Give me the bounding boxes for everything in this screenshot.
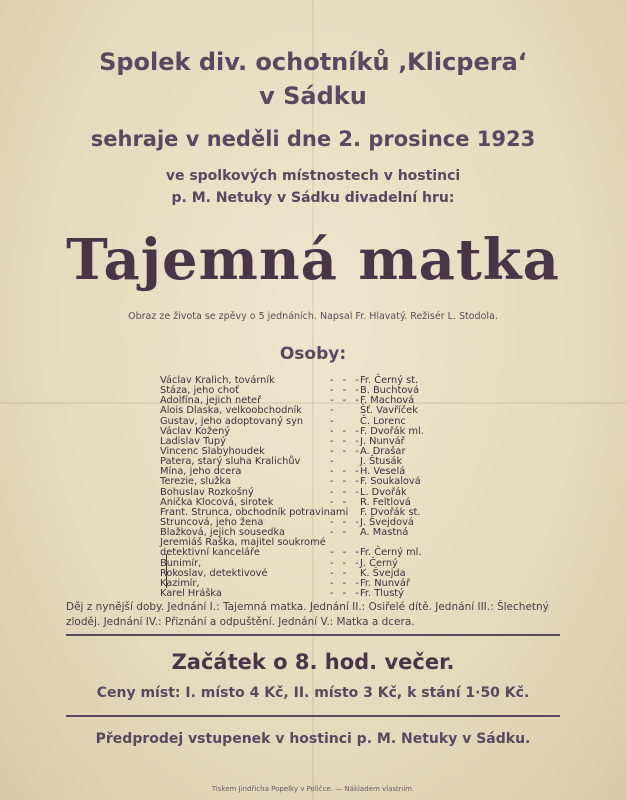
- cast-role: Václav Kralich, továrník: [160, 375, 275, 386]
- cast-role: Bunimír,: [160, 557, 202, 569]
- cast-actor: B. Buchtová: [360, 385, 420, 397]
- acts-description: Děj z nynější doby. Jednání I.: Tajemná matka. Jednání II.: Osiřelé dítě. Jednání III.: Šlechetný zloděj. Jednání IV.: Přiznání a odpuštění. Jednání V.: Matka a dcera.: [66, 601, 549, 628]
- cast-role: Struncová, jeho žena: [160, 516, 264, 528]
- cast-dots: - - -: [330, 445, 362, 457]
- venue-line-1: ve spolkových místnostech v hostinci: [165, 168, 461, 184]
- cast-role: Anička Klocová, sirotek: [160, 496, 274, 508]
- cast-role: Jeremiáš Raška, majitel soukromé: [160, 537, 326, 549]
- divider-bottom: [66, 715, 560, 717]
- cast-actor: L. Dvořák: [360, 486, 407, 498]
- cast-actor: R. Feltlová: [360, 496, 411, 508]
- cast-role: Frant. Strunca, obchodník potravinami: [160, 506, 349, 518]
- cast-role: Terezie, služka: [160, 476, 231, 488]
- cast-actor: Šť. Vavříček: [360, 405, 418, 417]
- presale-info: Předprodej vstupenek v hostinci p. M. Netuky v Sádku.: [95, 731, 531, 747]
- venue-line-2: p. M. Netuky v Sádku divadelní hru:: [171, 190, 455, 206]
- cast-role: detektivní kanceláře: [160, 547, 260, 559]
- cast-dots: - - -: [330, 516, 362, 528]
- cast-actor: Fr. Nunvář: [360, 577, 410, 589]
- cast-role: Rokoslav, detektivové: [160, 567, 268, 579]
- performance-date: sehraje v neděli dne 2. prosince 1923: [90, 127, 536, 151]
- cast-role: Blažková, jejich sousedka: [160, 527, 286, 539]
- village-name: v Sádku: [259, 82, 367, 110]
- cast-dots: - - -: [330, 486, 362, 498]
- cast-role: Karel Hráška: [160, 587, 222, 599]
- cast-role: Adolfína, jejich neteř: [160, 395, 262, 407]
- cast-actor: H. Veselá: [360, 466, 406, 478]
- cast-actor: Fr. Tlustý: [360, 587, 404, 599]
- cast-dots: - -: [330, 496, 350, 508]
- cast-role: Ladislav Tupý: [160, 435, 226, 447]
- cast-role: Kazimír,: [160, 577, 200, 589]
- cast-dots: - - -: [330, 425, 362, 437]
- cast-actor: F. Dvořák st.: [360, 506, 421, 518]
- ticket-prices: Ceny míst: I. místo 4 Kč, II. místo 3 Kč, k stání 1·50 Kč.: [96, 685, 530, 701]
- cast-dots: - - -: [330, 435, 362, 447]
- cast-actor: F. Dvořák ml.: [360, 425, 424, 437]
- cast-row: [160, 548, 580, 558]
- cast-actor: J. Černý: [360, 557, 398, 569]
- cast-role: Stáza, jeho choť: [160, 385, 239, 397]
- detectives-brace: [166, 554, 173, 588]
- cast-dots: - - -: [330, 466, 362, 478]
- cast-dots: - - -: [330, 547, 362, 559]
- cast-dots: -: [330, 456, 337, 468]
- cast-actor: Fr. Černý ml.: [360, 547, 422, 559]
- cast-actor: Fr. Černý st.: [360, 375, 419, 386]
- cast-actor: K. Švejda: [360, 567, 406, 579]
- cast-dots: - - -: [330, 476, 362, 488]
- cast-actor: F. Machová: [360, 395, 415, 407]
- cast-list: [160, 376, 580, 599]
- printer-credit: Tiskem Jindřicha Popelky v Poličce. — Nákladem vlastním.: [211, 785, 415, 793]
- cast-actor: J. Švejdová: [360, 516, 414, 528]
- cast-actor: A. Mastná: [360, 527, 409, 539]
- cast-dots: - -: [330, 567, 350, 579]
- society-name: Spolek div. ochotníků ‚Klicpera‘: [99, 48, 527, 76]
- cast-dots: - - -: [330, 577, 362, 589]
- cast-dots: - - -: [330, 395, 362, 407]
- cast-role: Mína, jeho dcera: [160, 466, 242, 478]
- cast-row: [160, 589, 580, 599]
- cast-dots: -: [330, 415, 337, 427]
- cast-dots: - - -: [330, 587, 362, 599]
- cast-role: Bohuslav Rozkošný: [160, 486, 254, 498]
- cast-actor: J. Nunvář: [360, 435, 405, 447]
- play-title: Tajemná matka: [66, 227, 560, 293]
- cast-actor: A. Drašar: [360, 445, 406, 457]
- cast-dots: - - -: [330, 385, 362, 397]
- cast-actor: F. Soukalová: [360, 476, 421, 488]
- divider-top: [66, 634, 560, 636]
- cast-dots: -: [330, 405, 337, 417]
- cast-role: Vincenc Slabyhoudek: [160, 445, 265, 457]
- cast-role: Patera, starý sluha Kralichův: [160, 456, 301, 468]
- cast-role: Alois Dlaska, velkoobchodník: [160, 405, 302, 417]
- start-time: Začátek o 8. hod. večer.: [171, 650, 455, 674]
- cast-dots: - - -: [330, 375, 362, 386]
- cast-dots: - - -: [330, 557, 362, 569]
- cast-actor: J. Štusák: [360, 456, 403, 468]
- cast-role: Gustav, jeho adoptovaný syn: [160, 415, 304, 427]
- cast-actor: Č. Lorenc: [360, 415, 406, 427]
- cast-heading: Osoby:: [279, 344, 347, 364]
- cast-dots: - -: [330, 527, 350, 539]
- cast-role: Václav Kožený: [160, 425, 231, 437]
- play-subtitle: Obraz ze života se zpěvy o 5 jednáních. Napsal Fr. Hlavatý. Režisér L. Stodola.: [128, 311, 498, 322]
